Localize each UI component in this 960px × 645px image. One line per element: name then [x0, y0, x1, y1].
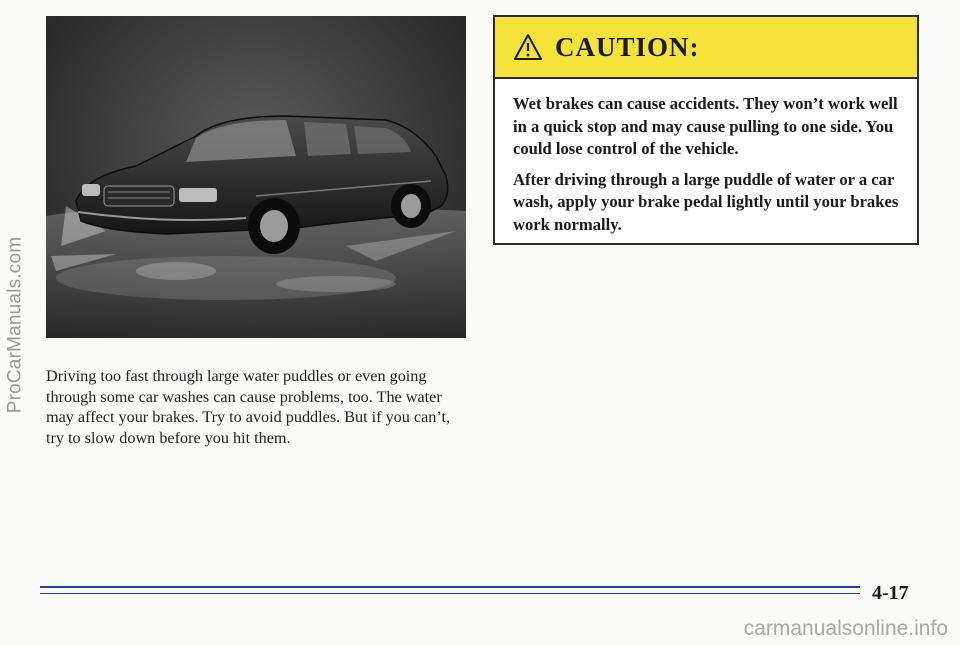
caution-paragraph-2: After driving through a large puddle of water or a car wash, apply your brake pedal lightly until your brakes work normally. [513, 169, 899, 234]
car-illustration [46, 16, 466, 338]
page-number: 4-17 [872, 582, 909, 604]
warning-triangle-icon [513, 33, 543, 61]
watermark-left-text: ProCarManuals.com [4, 236, 26, 414]
body-paragraph: Driving too fast through large water puddles or even going through some car washes can cause problems, too. The water may affect your brakes. Try to avoid puddles. But if you can’t, try to slow down before you hit them. [46, 367, 451, 447]
watermark-bottom: carmanualsonline.info [743, 617, 948, 640]
caution-box [493, 15, 919, 245]
footer-rule-bottom [40, 593, 860, 594]
caution-body [495, 79, 917, 236]
caution-paragraph-1: Wet brakes can cause accidents. They won’t work well in a quick stop and may cause pulling to one side. You could lose control of the vehicle. [513, 94, 898, 158]
caution-title: CAUTION: [555, 31, 700, 62]
watermark-left [2, 160, 28, 490]
car-photo [46, 16, 466, 338]
footer-rule-top [40, 586, 860, 588]
caution-header [495, 17, 917, 79]
